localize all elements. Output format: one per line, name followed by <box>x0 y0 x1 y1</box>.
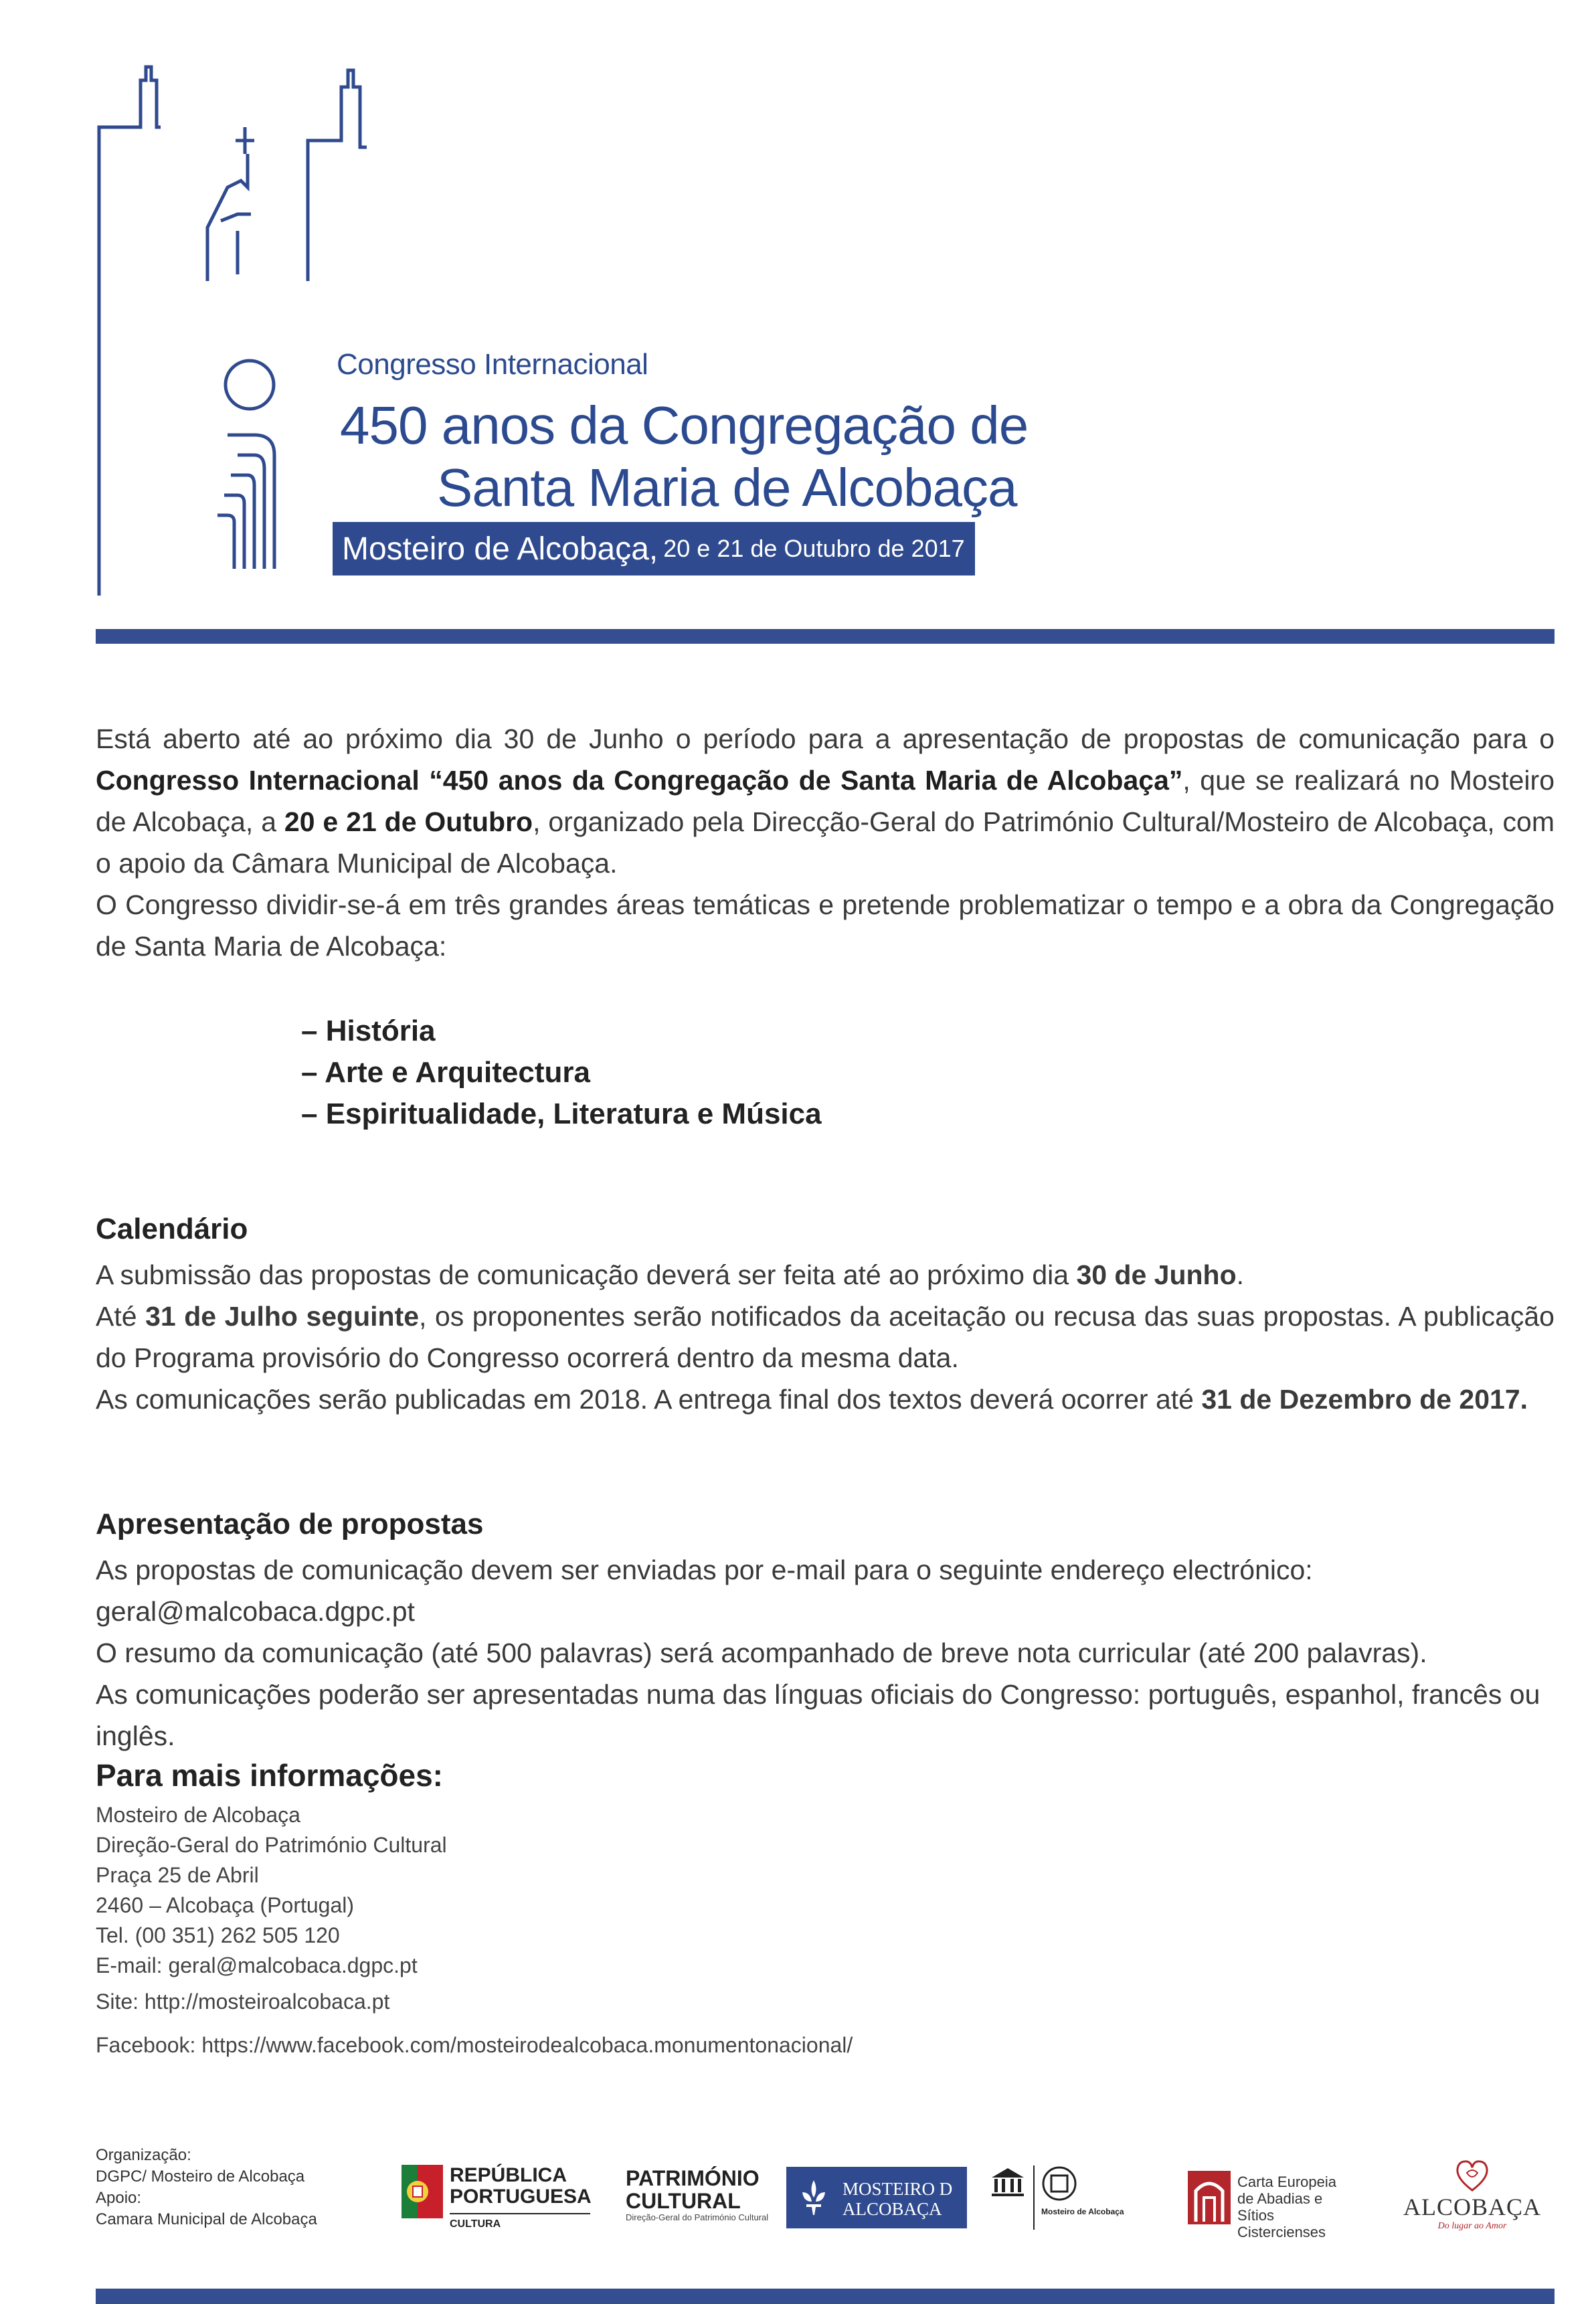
patrimonio-line2: CULTURAL <box>626 2189 741 2213</box>
cistercian-arch-icon <box>1188 2171 1231 2224</box>
carta-line3: Cistercienses <box>1237 2224 1326 2240</box>
calendario-line <box>96 1379 1555 1420</box>
deadline: 31 de Dezembro de 2017. <box>1201 1384 1528 1415</box>
intro-dates: 20 e 21 de Outubro <box>284 806 533 837</box>
alcobaca-tagline: Do lugar ao Amor <box>1437 2221 1507 2231</box>
fleur-de-lis-icon <box>797 2178 830 2218</box>
carta-line1: Carta Europeia <box>1237 2174 1336 2190</box>
apoio-label: Apoio: <box>96 2189 142 2207</box>
alcobaca-name: ALCOBAÇA <box>1403 2194 1542 2220</box>
republica-line2: PORTUGUESA <box>450 2186 592 2208</box>
republica-emblem-icon <box>402 2165 443 2218</box>
header-subtitle: Congresso Internacional <box>337 348 648 381</box>
calendario-line <box>96 1296 1555 1379</box>
intro-text: Está aberto até ao próximo dia 30 de Junho o período para a apresentação de propostas de comunicação para o <box>96 723 1555 754</box>
site-link[interactable]: Site: http://mosteiroalcobaca.pt <box>96 1989 390 2014</box>
contact-line: 2460 – Alcobaça (Portugal) <box>96 1893 355 1917</box>
apoio-name: Camara Municipal de Alcobaça <box>96 2210 317 2228</box>
org-name: DGPC/ Mosteiro de Alcobaça <box>96 2167 305 2186</box>
apresentacao-heading: Apresentação de propostas <box>96 1508 484 1540</box>
republica-sub: CULTURA <box>450 2218 501 2230</box>
text: As comunicações serão publicadas em 2018. A entrega final dos textos deverá ocorrer até <box>96 1384 1202 1415</box>
header-monastery-illustration <box>87 54 368 602</box>
band-location: Mosteiro de Alcobaça, <box>342 531 658 567</box>
mosteiro-line1: MOSTEIRO D <box>843 2179 953 2199</box>
facebook-link[interactable]: Facebook: https://www.facebook.com/mosteirodealcobaca.monumentonacional/ <box>96 2033 853 2057</box>
intro-text: , organizado pela Direcção-Geral do Património Cultural/Mosteiro de Alcobaça, com o apoio da Câmara Municipal de Alcobaça. <box>96 806 1555 879</box>
republica-line1: REPÚBLICA <box>450 2164 567 2186</box>
contact-line: Praça 25 de Abril <box>96 1863 259 1887</box>
unesco-temple-icon <box>989 2165 1027 2198</box>
unesco-logo <box>989 2165 1163 2232</box>
apresentacao-body <box>96 1549 1555 1757</box>
heart-emblem-icon <box>1453 2158 1491 2193</box>
mosteiro-alcobaca-logo <box>786 2167 967 2228</box>
world-heritage-icon <box>1041 2165 1077 2202</box>
carta-europeia-logo <box>1188 2171 1362 2240</box>
contact-line: Mosteiro de Alcobaça <box>96 1803 300 1827</box>
alcobaca-municipality-logo <box>1399 2158 1546 2238</box>
contact-line: Direção-Geral do Património Cultural <box>96 1833 447 1857</box>
republica-portuguesa-logo <box>402 2165 602 2238</box>
header-title-line2: Santa Maria de Alcobaça <box>437 458 1017 517</box>
contact-email[interactable]: E-mail: geral@malcobaca.dgpc.pt <box>96 1953 418 1977</box>
patrimonio-sub: Direção-Geral do Património Cultural <box>626 2212 769 2222</box>
list-item: – Espiritualidade, Literatura e Música <box>301 1097 822 1130</box>
apresentacao-line: As propostas de comunicação devem ser enviadas por e-mail para o seguinte endereço electrónico: geral@malcobaca.dgpc.pt <box>96 1555 1313 1627</box>
patrimonio-line1: PATRIMÓNIO <box>626 2166 760 2190</box>
header-location-band <box>333 522 975 575</box>
mosteiro-line2: ALCOBAÇA <box>843 2199 942 2219</box>
thematic-areas-list <box>301 1010 822 1135</box>
info-heading: Para mais informações: <box>96 1758 444 1793</box>
deadline: 31 de Julho seguinte <box>145 1301 420 1332</box>
intro-paragraph-2: O Congresso dividir-se-á em três grandes áreas temáticas e pretende problematizar o tempo e a obra da Congregação de Santa Maria de Alcobaça: <box>96 889 1555 962</box>
calendario-heading: Calendário <box>96 1213 248 1245</box>
contact-line: Tel. (00 351) 262 505 120 <box>96 1923 340 1947</box>
calendario-body <box>96 1254 1555 1420</box>
patrimonio-cultural-logo <box>626 2167 786 2227</box>
carta-line2: de Abadias e Sítios <box>1237 2190 1323 2224</box>
organization-block <box>96 2145 317 2230</box>
unesco-caption: Mosteiro de Alcobaça <box>1041 2207 1124 2216</box>
intro-congress-name: Congresso Internacional “450 anos da Congregação de Santa Maria de Alcobaça” <box>96 765 1183 796</box>
list-item: – História <box>301 1014 436 1047</box>
band-dates: 20 e 21 de Outubro de 2017 <box>663 535 965 562</box>
calendario-line <box>96 1254 1555 1296</box>
deadline: 30 de Junho <box>1076 1259 1237 1290</box>
contact-block <box>96 1800 447 1981</box>
text: , os proponentes serão notificados da aceitação ou recusa das suas propostas. A publicação do Programa provisório do Congresso ocorrerá dentro da mesma data. <box>96 1301 1555 1373</box>
org-label: Organização: <box>96 2146 191 2164</box>
intro-text: , que se realizará no Mosteiro de Alcobaça, a <box>96 765 1555 837</box>
intro-paragraph <box>96 718 1555 884</box>
top-divider <box>96 629 1555 644</box>
text: . <box>1236 1259 1245 1290</box>
apresentacao-line: O resumo da comunicação (até 500 palavras) será acompanhado de breve nota curricular (até 200 palavras). <box>96 1637 1427 1668</box>
header-title-line1: 450 anos da Congregação de <box>340 395 1029 455</box>
apresentacao-line: As comunicações poderão ser apresentadas numa das línguas oficiais do Congresso: português, espanhol, francês ou inglês. <box>96 1679 1540 1751</box>
list-item: – Arte e Arquitectura <box>301 1056 590 1089</box>
bottom-divider <box>96 2289 1555 2304</box>
text: A submissão das propostas de comunicação deverá ser feita até ao próximo dia <box>96 1259 1077 1290</box>
text: Até <box>96 1301 146 1332</box>
